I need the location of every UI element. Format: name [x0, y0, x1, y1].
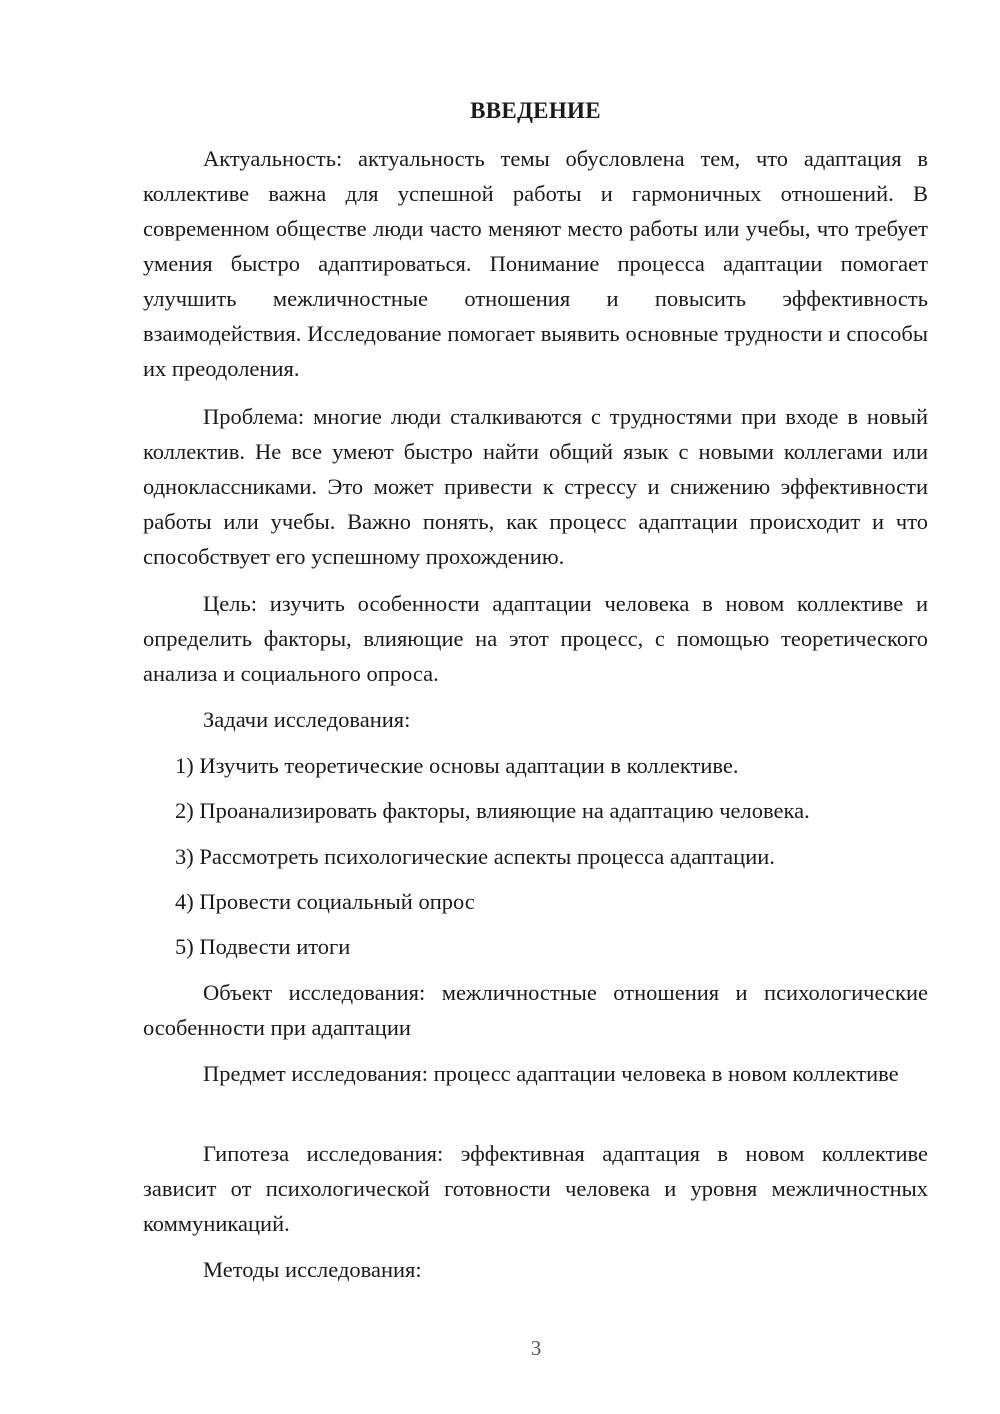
task-item-3: 3) Рассмотреть психологические аспекты процесса адаптации. — [175, 844, 775, 869]
paragraph-goal: Цель: изучить особенности адаптации человека в новом коллективе и определить факторы, влияющие на этот процесс, с помощью теоретического анализа и социального опроса. — [143, 591, 928, 686]
paragraph-subject: Предмет исследования: процесс адаптации человека в новом коллективе — [203, 1061, 899, 1086]
section-heading: ВВЕДЕНИЕ — [470, 98, 601, 123]
task-item-4: 4) Провести социальный опрос — [175, 889, 475, 914]
task-item-5: 5) Подвести итоги — [175, 934, 351, 959]
task-item-1: 1) Изучить теоретические основы адаптации в коллективе. — [175, 753, 739, 778]
tasks-title: Задачи исследования: — [203, 707, 411, 732]
paragraph-object: Объект исследования: межличностные отношения и психологические особенности при адаптации — [143, 980, 928, 1040]
page-number: 3 — [530, 1336, 542, 1360]
paragraph-relevance: Актуальность: актуальность темы обусловлена тем, что адаптация в коллективе важна для успешной работы и гармоничных отношений. В современном обществе люди часто меняют место работы или учебы, что требует умения быстро адаптироваться. Понимание процесса адаптации помогает улучшить межличностные отношения и повысить эффективность взаимодействия. Исследование помогает выявить основные трудности и способы их преодоления. — [143, 146, 928, 381]
paragraph-problem: Проблема: многие люди сталкиваются с трудностями при входе в новый коллектив. Не все умеют быстро найти общий язык с новыми коллегами или одноклассниками. Это может привести к стрессу и снижению эффективности работы или учебы. Важно понять, как процесс адаптации происходит и что способствует его успешному прохождению. — [143, 404, 928, 569]
paragraph-hypothesis: Гипотеза исследования: эффективная адаптация в новом коллективе зависит от психологической готовности человека и уровня межличностных коммуникаций. — [143, 1141, 928, 1236]
methods-title: Методы исследования: — [203, 1257, 422, 1282]
task-item-2: 2) Проанализировать факторы, влияющие на адаптацию человека. — [175, 798, 810, 823]
